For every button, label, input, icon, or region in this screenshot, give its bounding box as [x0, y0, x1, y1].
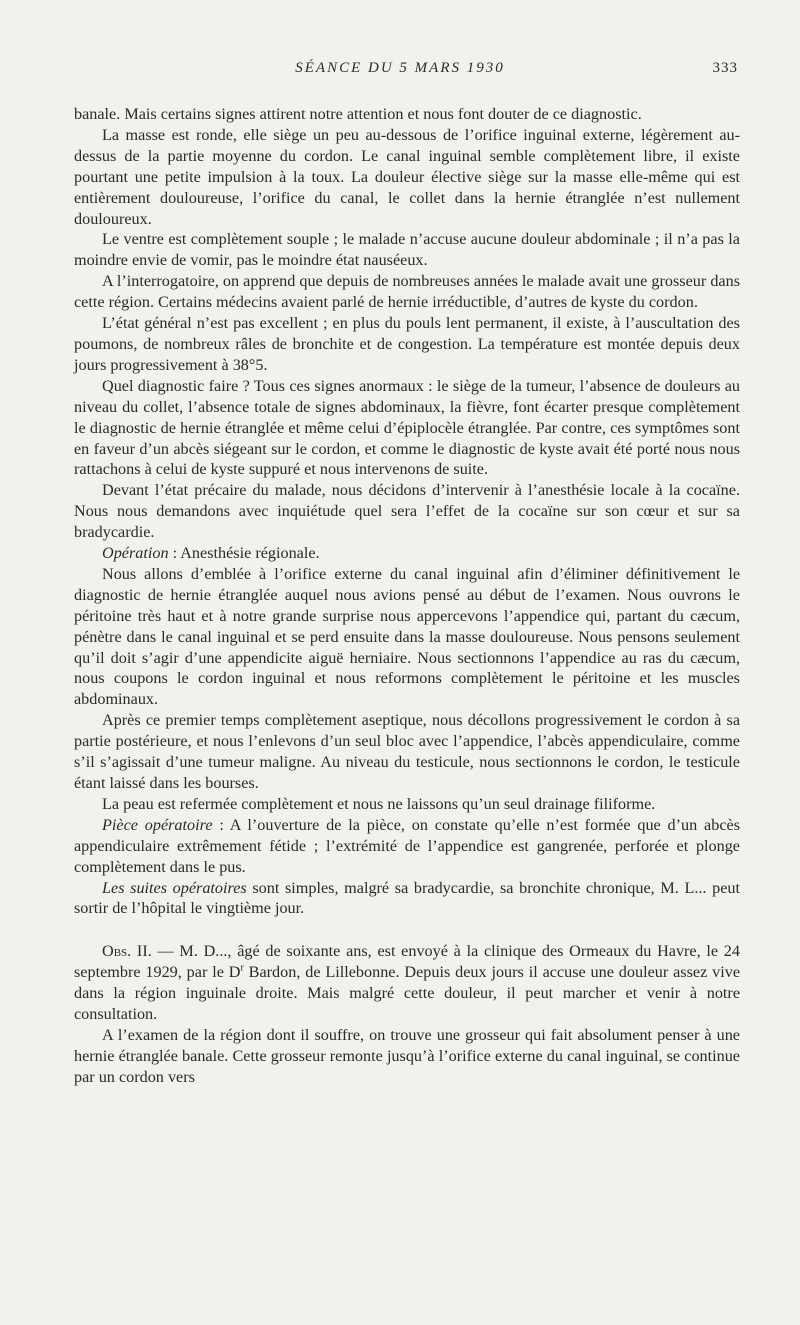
page-header [60, 60, 740, 82]
observation-block [74, 941, 740, 1087]
paragraph: Pièce opératoire : A l’ouverture de la pièce, on constate qu’elle n’est formée que d’un abcès appendiculaire extrêmement fétide ; l’extrémité de l’appendice est gangrenée, perforée et plonge complètement dans le pus. [74, 815, 740, 876]
paragraph: Quel diagnostic faire ? Tous ces signes anormaux : le siège de la tumeur, l’absence de douleurs au niveau du collet, l’absence totale de signes abdominaux, la fièvre, font écarter presque complètement le diagnostic de hernie étranglée et même celui d’épiplocèle étranglée. Par contre, ces symptômes sont en faveur d’un abcès siégeant sur le cordon, et comme le diagnostic de kyste avait été porté nous nous rattachons à celui de kyste suppuré et nous intervenons de suite. [74, 376, 740, 479]
paragraph: banale. Mais certains signes attirent notre attention et nous font douter de ce diagnostic. [74, 105, 642, 123]
article-body [74, 104, 740, 1088]
paragraph: Obs. II. — M. D..., âgé de soixante ans, est envoyé à la clinique des Ormeaux du Havre, le 24 septembre 1929, par le $D^r$ Bardon, de Lillebonne. Depuis deux jours il accuse une douleur assez vive dans la région inguinale droite. Mais malgré cette douleur, il peut marcher et venir à notre consultation. [74, 942, 741, 1024]
paragraph: Après ce premier temps complètement aseptique, nous décollons progressivement le cordon à sa partie postérieure, et nous l’enlevons d’un seul bloc avec l’appendice, l’abcès appendiculaire, comme s’il s’agissait d’une tumeur maligne. Au niveau du testicule, nous sectionnons le cordon, le testicule étant laissé dans les bourses. [74, 711, 740, 792]
section-label: Pièce opératoire [102, 815, 213, 834]
running-title: SÉANCE DU 5 MARS 1930 [295, 60, 505, 76]
paragraph: Le ventre est complètement souple ; le malade n’accuse aucune douleur abdominale ; il n’a pas la moindre envie de vomir, pas le moindre état nauséeux. [74, 230, 740, 270]
paragraph: Nous allons d’emblée à l’orifice externe du canal inguinal afin d’éliminer définitivement le diagnostic de hernie étranglée auquel nous avions pensé au début de l’examen. Nous ouvrons le péritoine très haut et à notre grande surprise nous appercevons l’appendice qui, partant du cæcum, pénètre dans le canal inguinal et se perd ensuite dans la masse douloureuse. Nous pensons seulement qu’il doit s’agir d’une appendicite aiguë herniaire. Nous sectionnons l’appendice au ras du cæcum, nous coupons le cordon inguinal et nous reformons complètement le péritoine et les muscles abdominaux. [74, 564, 740, 709]
section-label: Opération [102, 544, 169, 563]
paragraph: A l’examen de la région dont il souffre, on trouve une grosseur qui fait absolument penser à une hernie étranglée banale. Cette grosseur remonte jusqu’à l’orifice externe du canal inguinal, se continue par un cordon vers [74, 1025, 740, 1086]
section-label: Les suites opératoires [102, 878, 247, 897]
paragraph: A l’interrogatoire, on apprend que depuis de nombreuses années le malade avait une grosseur dans cette région. Certains médecins avaient parlé de hernie irréductible, d’autres de kyste du cordon. [74, 272, 740, 312]
paragraph: Les suites opératoires sont simples, malgré sa bradycardie, sa bronchite chronique, M. L... peut sortir de l’hôpital le vingtième jour. [74, 878, 740, 918]
paragraph: Opération : Anesthésie régionale. [102, 544, 320, 563]
page-number: 333 [712, 60, 738, 76]
paragraph: La peau est refermée complètement et nous ne laissons qu’un seul drainage filiforme. [102, 794, 656, 813]
paragraph: Devant l’état précaire du malade, nous décidons d’intervenir à l’anesthésie locale à la cocaïne. Nous nous demandons avec inquiétude quel sera l’effet de la cocaïne sur son cœur et sur sa bradycardie. [74, 481, 740, 542]
paragraph: L’état général n’est pas excellent ; en plus du pouls lent permanent, il existe, à l’auscultation des poumons, de nombreux râles de bronchite et de congestion. La température est montée depuis deux jours progressivement à 38°5. [74, 314, 740, 374]
observation-label: Obs. II. [102, 942, 152, 961]
paragraph: La masse est ronde, elle siège un peu au-dessous de l’orifice inguinal externe, légèrement au-dessus de la partie moyenne du cordon. Le canal inguinal semble complètement libre, il existe pourtant une petite impulsion à la toux. La douleur élective siège sur la masse elle-même qui est entièrement douloureuse, l’orifice du canal, le collet dans la hernie étranglée n’est nullement douloureux. [74, 125, 740, 228]
